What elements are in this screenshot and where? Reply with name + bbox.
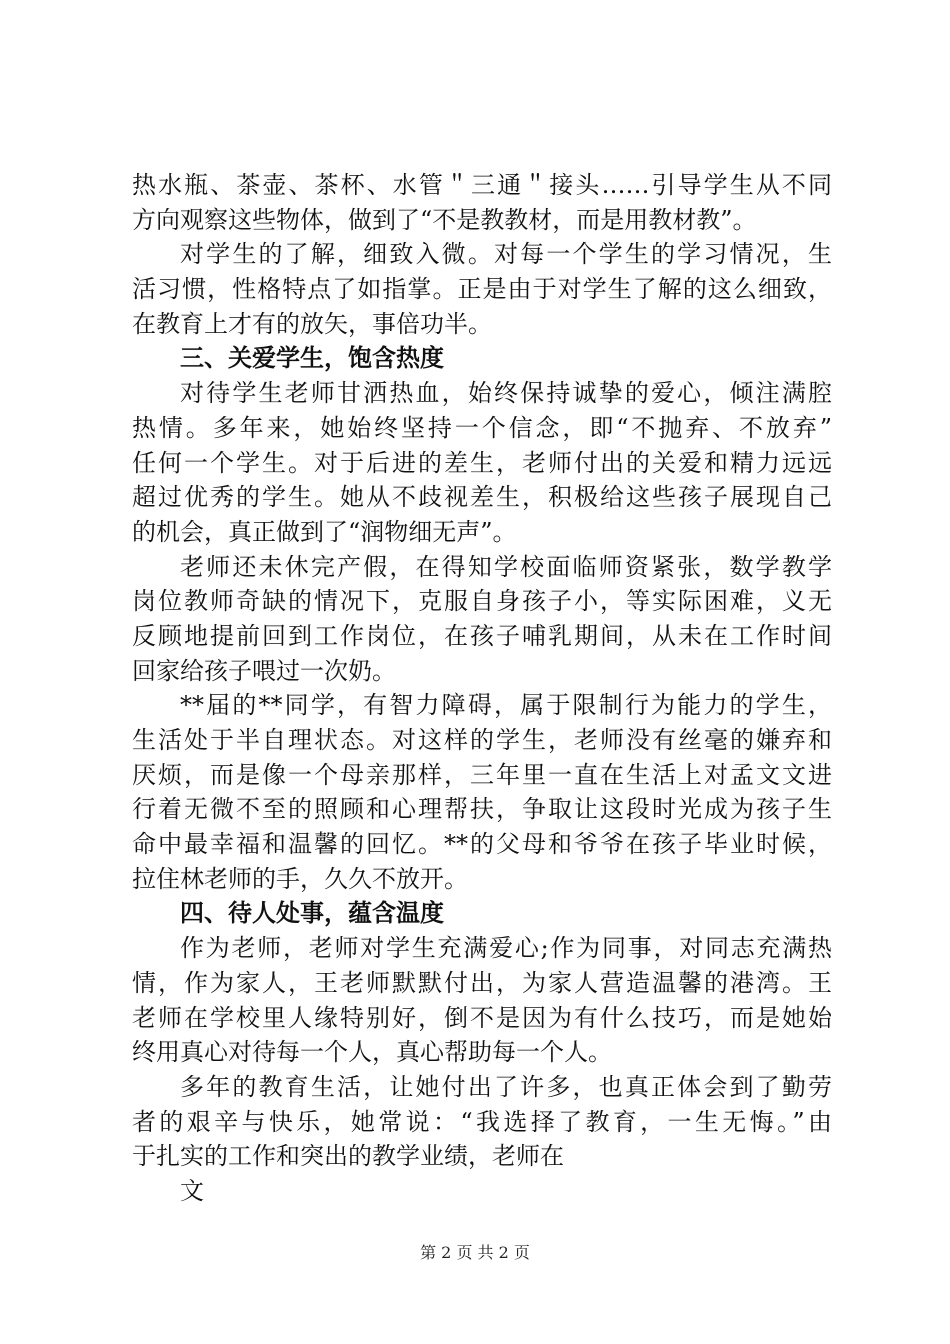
text-line: 岗位教师奇缺的情况下，克服自身孩子小，等实际困难，义无 bbox=[132, 587, 832, 616]
text-line: 热水瓶、茶壶、茶杯、水管＂三通＂接头……引导学生从不同 bbox=[132, 171, 832, 199]
text-line: 老师在学校里人缘特别好，倒不是因为有什么技巧，而是她始 bbox=[132, 1003, 832, 1032]
document-body bbox=[132, 168, 832, 1209]
text-line: 的机会，真正做到了“润物细无声”。 bbox=[132, 517, 517, 546]
text-line: 厌烦，而是像一个母亲那样，三年里一直在生活上对孟文文进 bbox=[132, 760, 832, 789]
text-line: 拉住林老师的手，久久不放开。 bbox=[132, 864, 468, 893]
text-line: 热情。多年来，她始终坚持一个信念，即“不抛弃、不放弃” bbox=[132, 413, 832, 442]
text-line: 任何一个学生。对于后进的差生，老师付出的关爱和精力远远 bbox=[132, 448, 832, 477]
text-line: 多年的教育生活，让她付出了许多，也真正体会到了勤劳 bbox=[180, 1072, 832, 1101]
text-line: **届的**同学，有智力障碍，属于限制行为能力的学生， bbox=[180, 691, 832, 720]
section-heading: 三、关爱学生，饱含热度 bbox=[180, 344, 444, 373]
section-heading: 四、待人处事，蕴含温度 bbox=[180, 899, 444, 928]
text-line: 方向观察这些物体，做到了“不是教教材，而是用教材教”。 bbox=[132, 205, 757, 234]
text-line: 回家给孩子喂过一次奶。 bbox=[132, 656, 396, 685]
text-line: 终用真心对待每一个人，真心帮助每一个人。 bbox=[132, 1038, 612, 1067]
text-line: 命中最幸福和温馨的回忆。**的父母和爷爷在孩子毕业时候， bbox=[132, 830, 832, 859]
text-line: 文 bbox=[180, 1176, 204, 1205]
text-line: 对学生的了解，细致入微。对每一个学生的学习情况，生 bbox=[180, 240, 832, 269]
page-footer: 第 2 页 共 2 页 bbox=[420, 1243, 530, 1262]
text-line: 超过优秀的学生。她从不歧视差生，积极给这些孩子展现自己 bbox=[132, 483, 832, 512]
text-line: 于扎实的工作和突出的教学业绩，老师在 bbox=[132, 1142, 564, 1171]
text-line: 老师还未休完产假，在得知学校面临师资紧张，数学教学 bbox=[180, 552, 832, 581]
text-line: 生活处于半自理状态。对这样的学生，老师没有丝毫的嫌弃和 bbox=[132, 726, 832, 754]
text-line: 情，作为家人，王老师默默付出，为家人营造温馨的港湾。王 bbox=[132, 968, 832, 997]
text-line: 者的艰辛与快乐，她常说：“我选择了教育，一生无悔。”由 bbox=[132, 1107, 832, 1136]
text-line: 对待学生老师甘洒热血，始终保持诚挚的爱心，倾注满腔 bbox=[180, 379, 832, 408]
text-line: 活习惯，性格特点了如指掌。正是由于对学生了解的这么细致， bbox=[132, 275, 832, 304]
text-line: 行着无微不至的照顾和心理帮扶，争取让这段时光成为孩子生 bbox=[132, 795, 832, 824]
text-line: 反顾地提前回到工作岗位，在孩子哺乳期间，从未在工作时间 bbox=[132, 621, 832, 650]
text-line: 作为老师，老师对学生充满爱心;作为同事，对同志充满热 bbox=[180, 934, 832, 963]
text-line: 在教育上才有的放矢，事倍功半。 bbox=[132, 309, 492, 338]
